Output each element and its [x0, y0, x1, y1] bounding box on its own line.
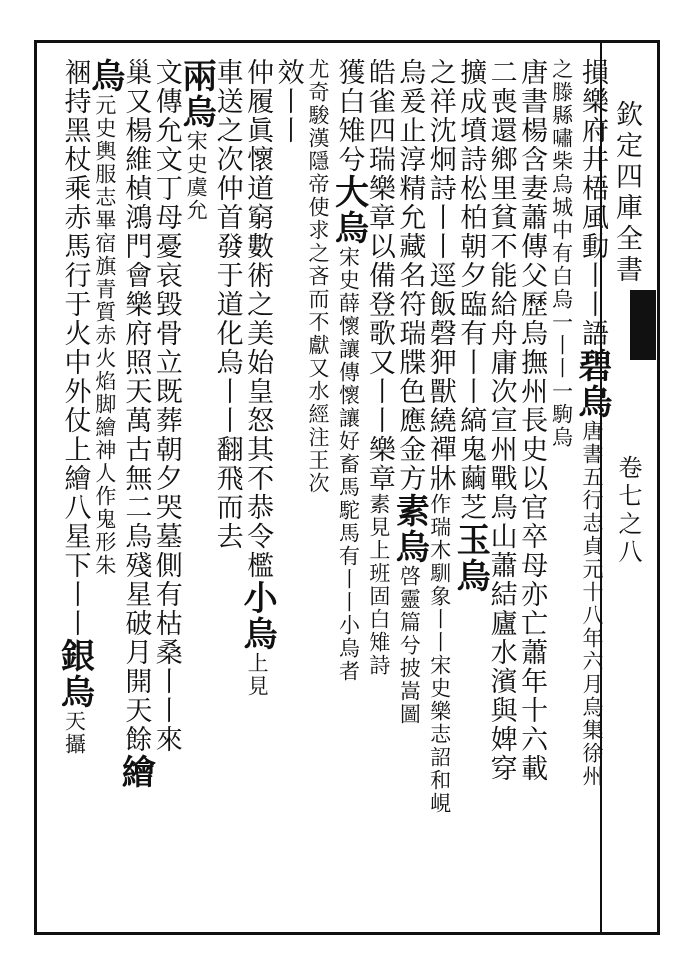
- column-annotation: 宋史薛懷讓傳懷讓好畜馬駝馬有丨丨小烏者: [336, 246, 361, 683]
- column-text: 損樂府井梧風動丨丨語: [577, 58, 608, 348]
- entry-heading: 碧烏: [572, 348, 612, 420]
- column-text: 車送之次仲首發于道化烏丨丨翻飛而去: [211, 58, 243, 551]
- text-column: [115, 58, 156, 928]
- text-column: [54, 58, 95, 928]
- column-text: 烏爰止淳精允藏名符瑞牒色應金方: [394, 58, 426, 493]
- column-annotation: 之滕縣嘯柴烏城中有白烏一丨丨一駒烏: [549, 58, 574, 449]
- column-annotation: 素見上班固白雉詩: [366, 493, 391, 677]
- column-annotation: 作瑞木馴象丨丨宋史樂志詔和峴: [427, 493, 452, 815]
- text-column: [328, 58, 369, 928]
- volume-label: 卷七之八: [614, 455, 642, 567]
- entry-heading: 繪: [115, 754, 156, 790]
- text-column: [237, 58, 278, 928]
- text-column: [176, 58, 217, 928]
- text-column: [363, 58, 396, 928]
- column-text: 擴成墳詩松柏朝夕臨有丨丨縞鬼繭芝: [455, 58, 487, 522]
- text-column: [389, 58, 430, 928]
- entry-heading: 小烏: [237, 580, 278, 652]
- text-column: [272, 58, 305, 928]
- entry-heading: 大烏: [328, 174, 369, 246]
- column-annotation: 元史輿服志畢宿旗青質赤火焰脚繪神人作鬼形朱: [92, 94, 117, 577]
- column-text: 皓雀四瑞樂章以備登歌又丨丨樂章: [363, 58, 395, 493]
- column-annotation: 天攝: [62, 710, 87, 756]
- column-annotation: 上見: [245, 652, 270, 698]
- text-column: [306, 58, 336, 928]
- column-annotation: 啓靈篇兮披嵩圖: [397, 565, 422, 726]
- text-column: [516, 58, 549, 928]
- column-text: 仲履眞懷道窮數術之美始皇怒其不恭令檻: [242, 58, 274, 580]
- column-text: 巢又楊維楨鴻門會樂府照天萬古無二烏殘星破月開天餘: [120, 58, 152, 754]
- entry-heading: 玉烏: [450, 522, 491, 594]
- column-text: 之祥沈炯詩丨丨逕飯磬狎獸繞禪牀: [424, 58, 456, 493]
- text-column: [211, 58, 244, 928]
- column-text: 裍持黑杖乘赤馬行于火中外仗上繪八星下丨丨: [59, 58, 91, 638]
- column-annotation: 尤奇駿漢隱帝使求之吝而不獻又水經注王次: [306, 58, 330, 495]
- entry-heading: 兩烏: [176, 58, 217, 130]
- column-text: 文傳允文丁母憂哀毀骨立既葬朝夕哭墓側有枯桑丨丨來: [150, 58, 182, 754]
- entry-heading: 烏: [84, 58, 125, 94]
- column-text: 效丨丨: [272, 58, 304, 145]
- column-text: 獲白雉兮: [333, 58, 365, 174]
- entry-heading: 素烏: [389, 493, 430, 565]
- column-text: 唐書楊含妻蕭傳父歷烏撫州長史以官卒母亦亡蕭年十六載: [516, 58, 548, 783]
- text-column: [572, 58, 612, 928]
- text-column: [450, 58, 491, 928]
- column-text: 二喪還鄉里貧不能給舟庸次宣州戰鳥山蕭結廬水濱與婢穿: [485, 58, 517, 783]
- entry-heading: 銀烏: [54, 638, 95, 710]
- column-annotation: 唐書五行志貞元十八年六月烏集徐州: [580, 420, 604, 788]
- text-column: [424, 58, 457, 928]
- text-column: [549, 58, 579, 928]
- margin-title: 欽定四庫全書: [611, 100, 642, 286]
- text-body: [50, 46, 610, 926]
- text-column: [84, 58, 125, 928]
- text-column: [485, 58, 518, 928]
- column-annotation: 宋史虞允: [184, 130, 209, 222]
- fish-tail-mark: [630, 290, 656, 360]
- text-column: [150, 58, 183, 928]
